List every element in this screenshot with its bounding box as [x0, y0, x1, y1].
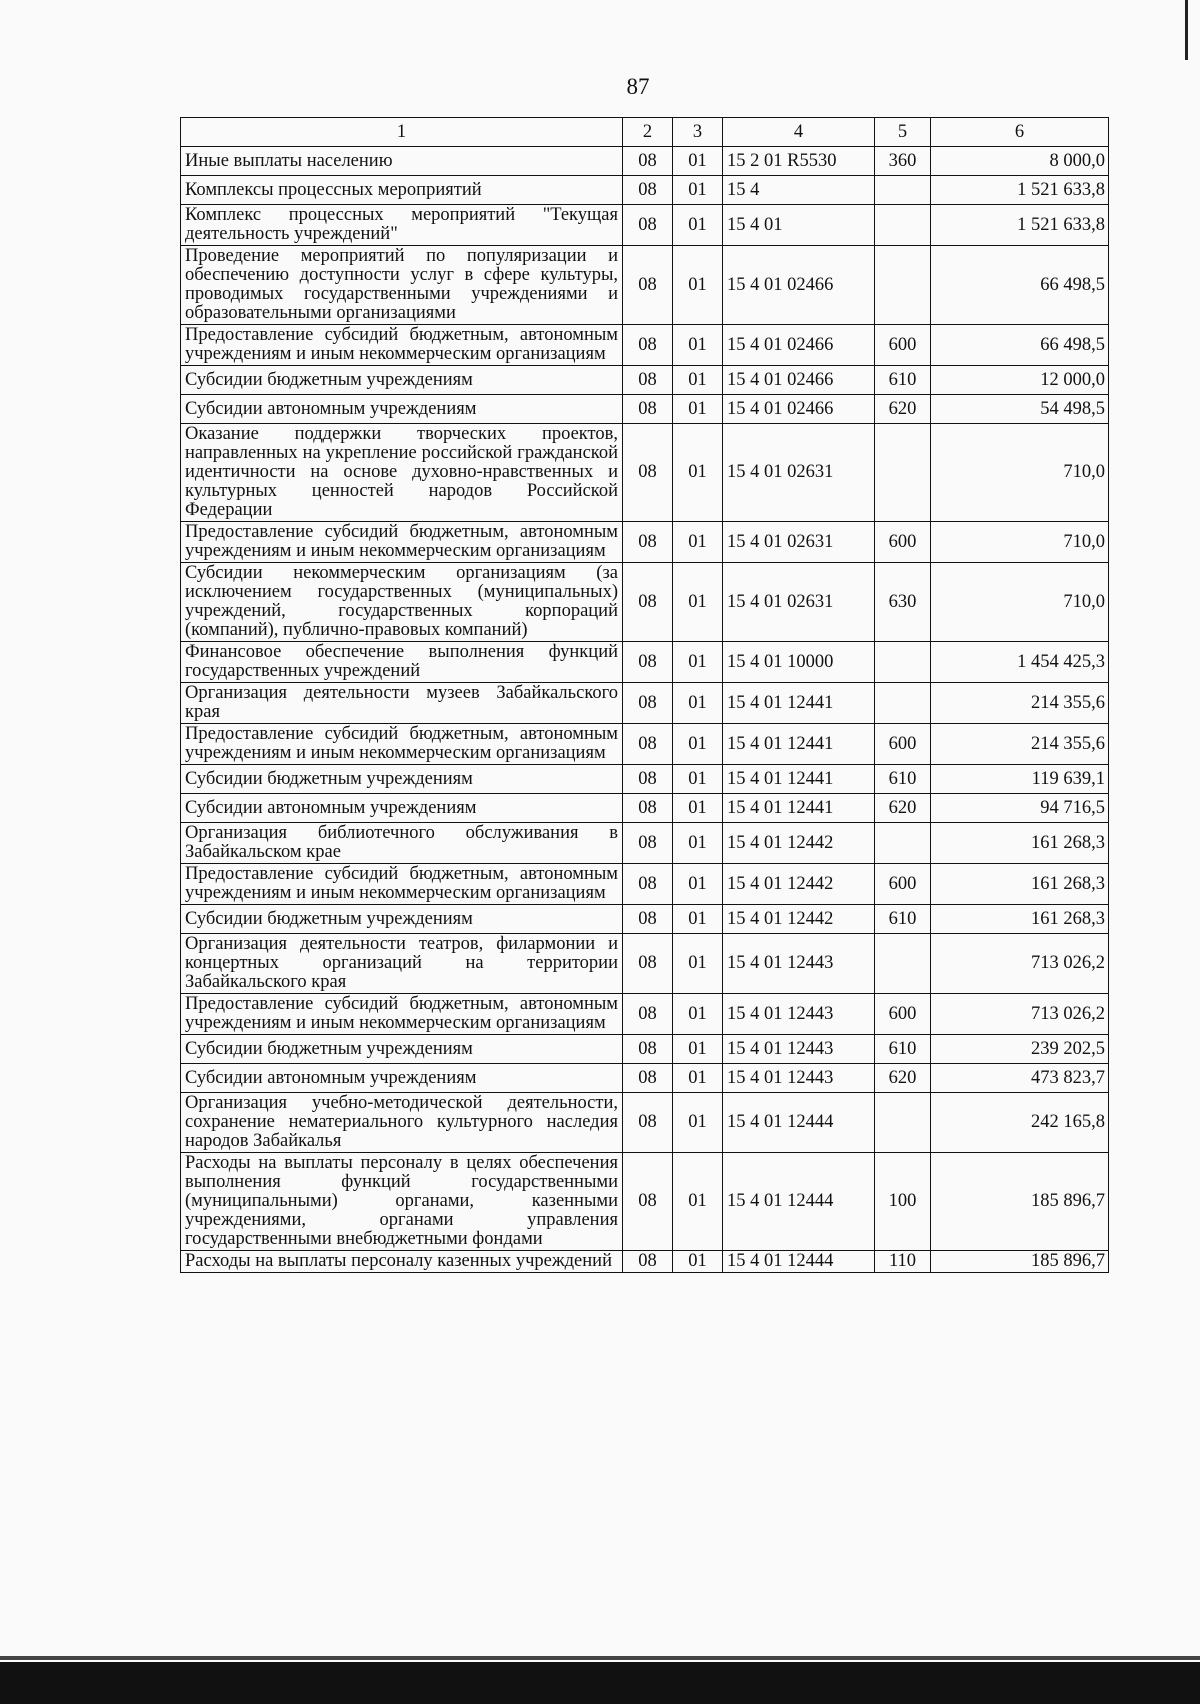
subsection-code-cell: 01	[673, 1064, 723, 1093]
amount-cell: 713 026,2	[931, 934, 1109, 994]
row-name-cell: Предоставление субсидий бюджетным, автономным учреждениям и иным некоммерческим организациям	[181, 325, 623, 366]
scan-edge-line	[1185, 0, 1188, 60]
expense-type-cell	[875, 823, 931, 864]
subsection-code-cell: 01	[673, 642, 723, 683]
target-article-cell: 15 4 01 12443	[723, 994, 875, 1035]
amount-cell: 119 639,1	[931, 765, 1109, 794]
table-row	[181, 522, 1109, 563]
section-code-cell: 08	[623, 994, 673, 1035]
amount-cell: 12 000,0	[931, 366, 1109, 395]
amount-cell: 94 716,5	[931, 794, 1109, 823]
row-name-cell: Организация деятельности музеев Забайкальского края	[181, 683, 623, 724]
amount-cell: 214 355,6	[931, 683, 1109, 724]
expense-type-cell	[875, 246, 931, 325]
section-code-cell: 08	[623, 176, 673, 205]
section-code-cell: 08	[623, 683, 673, 724]
table-row	[181, 325, 1109, 366]
table-row	[181, 424, 1109, 522]
subsection-code-cell: 01	[673, 176, 723, 205]
target-article-cell: 15 4 01	[723, 205, 875, 246]
expense-type-cell: 110	[875, 1251, 931, 1273]
amount-cell: 710,0	[931, 424, 1109, 522]
target-article-cell: 15 4 01 02466	[723, 246, 875, 325]
target-article-cell: 15 4 01 12441	[723, 683, 875, 724]
table-row	[181, 1035, 1109, 1064]
table-row	[181, 683, 1109, 724]
expense-type-cell: 100	[875, 1153, 931, 1251]
target-article-cell: 15 2 01 R5530	[723, 147, 875, 176]
section-code-cell: 08	[623, 1093, 673, 1153]
expense-type-cell	[875, 934, 931, 994]
section-code-cell: 08	[623, 522, 673, 563]
subsection-code-cell: 01	[673, 765, 723, 794]
section-code-cell: 08	[623, 563, 673, 642]
table-header-row	[181, 118, 1109, 147]
row-name-cell: Финансовое обеспечение выполнения функций государственных учреждений	[181, 642, 623, 683]
table-row	[181, 724, 1109, 765]
table-row	[181, 994, 1109, 1035]
subsection-code-cell: 01	[673, 246, 723, 325]
subsection-code-cell: 01	[673, 563, 723, 642]
target-article-cell: 15 4 01 12443	[723, 934, 875, 994]
target-article-cell: 15 4 01 12444	[723, 1093, 875, 1153]
target-article-cell: 15 4 01 12444	[723, 1153, 875, 1251]
expense-type-cell: 610	[875, 765, 931, 794]
column-header: 3	[673, 118, 723, 147]
amount-cell: 8 000,0	[931, 147, 1109, 176]
expense-type-cell	[875, 176, 931, 205]
subsection-code-cell: 01	[673, 147, 723, 176]
subsection-code-cell: 01	[673, 683, 723, 724]
subsection-code-cell: 01	[673, 864, 723, 905]
amount-cell: 161 268,3	[931, 905, 1109, 934]
section-code-cell: 08	[623, 424, 673, 522]
subsection-code-cell: 01	[673, 325, 723, 366]
section-code-cell: 08	[623, 1064, 673, 1093]
expense-type-cell: 610	[875, 905, 931, 934]
amount-cell: 54 498,5	[931, 395, 1109, 424]
row-name-cell: Организация деятельности театров, филармонии и концертных организаций на территории Забайкальского края	[181, 934, 623, 994]
table-row	[181, 395, 1109, 424]
target-article-cell: 15 4 01 12442	[723, 905, 875, 934]
expense-type-cell	[875, 683, 931, 724]
column-header: 2	[623, 118, 673, 147]
row-name-cell: Предоставление субсидий бюджетным, автономным учреждениям и иным некоммерческим организациям	[181, 724, 623, 765]
column-header: 6	[931, 118, 1109, 147]
amount-cell: 1 521 633,8	[931, 205, 1109, 246]
table-row	[181, 1153, 1109, 1251]
target-article-cell: 15 4	[723, 176, 875, 205]
table-row	[181, 1093, 1109, 1153]
column-header: 1	[181, 118, 623, 147]
section-code-cell: 08	[623, 1035, 673, 1064]
section-code-cell: 08	[623, 1251, 673, 1273]
subsection-code-cell: 01	[673, 424, 723, 522]
subsection-code-cell: 01	[673, 794, 723, 823]
section-code-cell: 08	[623, 366, 673, 395]
expense-type-cell: 620	[875, 1064, 931, 1093]
target-article-cell: 15 4 01 12441	[723, 765, 875, 794]
row-name-cell: Организация библиотечного обслуживания в Забайкальском крае	[181, 823, 623, 864]
expense-type-cell	[875, 424, 931, 522]
amount-cell: 1 521 633,8	[931, 176, 1109, 205]
target-article-cell: 15 4 01 02631	[723, 522, 875, 563]
row-name-cell: Субсидии бюджетным учреждениям	[181, 765, 623, 794]
row-name-cell: Субсидии автономным учреждениям	[181, 395, 623, 424]
section-code-cell: 08	[623, 823, 673, 864]
expense-type-cell: 600	[875, 325, 931, 366]
row-name-cell: Предоставление субсидий бюджетным, автономным учреждениям и иным некоммерческим организациям	[181, 522, 623, 563]
subsection-code-cell: 01	[673, 1035, 723, 1064]
expense-type-cell	[875, 205, 931, 246]
target-article-cell: 15 4 01 12443	[723, 1035, 875, 1064]
amount-cell: 161 268,3	[931, 823, 1109, 864]
subsection-code-cell: 01	[673, 1153, 723, 1251]
amount-cell: 66 498,5	[931, 246, 1109, 325]
section-code-cell: 08	[623, 205, 673, 246]
row-name-cell: Субсидии бюджетным учреждениям	[181, 1035, 623, 1064]
expense-type-cell: 600	[875, 864, 931, 905]
table-row	[181, 934, 1109, 994]
expense-type-cell: 620	[875, 794, 931, 823]
expense-type-cell: 600	[875, 994, 931, 1035]
subsection-code-cell: 01	[673, 934, 723, 994]
amount-cell: 239 202,5	[931, 1035, 1109, 1064]
table-row	[181, 864, 1109, 905]
expense-type-cell: 610	[875, 1035, 931, 1064]
section-code-cell: 08	[623, 934, 673, 994]
table-row	[181, 205, 1109, 246]
table-row	[181, 246, 1109, 325]
subsection-code-cell: 01	[673, 724, 723, 765]
table-row	[181, 563, 1109, 642]
subsection-code-cell: 01	[673, 395, 723, 424]
expense-type-cell: 620	[875, 395, 931, 424]
amount-cell: 1 454 425,3	[931, 642, 1109, 683]
row-name-cell: Комплекс процессных мероприятий "Текущая деятельность учреждений"	[181, 205, 623, 246]
section-code-cell: 08	[623, 642, 673, 683]
amount-cell: 710,0	[931, 563, 1109, 642]
section-code-cell: 08	[623, 246, 673, 325]
amount-cell: 473 823,7	[931, 1064, 1109, 1093]
table-row	[181, 905, 1109, 934]
section-code-cell: 08	[623, 905, 673, 934]
section-code-cell: 08	[623, 1153, 673, 1251]
target-article-cell: 15 4 01 02631	[723, 424, 875, 522]
subsection-code-cell: 01	[673, 522, 723, 563]
column-header: 4	[723, 118, 875, 147]
section-code-cell: 08	[623, 325, 673, 366]
table-row	[181, 366, 1109, 395]
row-name-cell: Иные выплаты населению	[181, 147, 623, 176]
section-code-cell: 08	[623, 724, 673, 765]
table-row	[181, 794, 1109, 823]
row-name-cell: Субсидии некоммерческим организациям (за исключением государственных (муниципальных) учреждений, государственных корпораций (компаний), публично-правовых компаний)	[181, 563, 623, 642]
row-name-cell: Расходы на выплаты персоналу в целях обеспечения выполнения функций государственными (муниципальными) органами, казенными учреждениями, органами управления государственными внебюджетными фондами	[181, 1153, 623, 1251]
amount-cell: 713 026,2	[931, 994, 1109, 1035]
subsection-code-cell: 01	[673, 905, 723, 934]
row-name-cell: Предоставление субсидий бюджетным, автономным учреждениям и иным некоммерческим организациям	[181, 994, 623, 1035]
subsection-code-cell: 01	[673, 205, 723, 246]
budget-table	[180, 117, 1109, 1273]
amount-cell: 242 165,8	[931, 1093, 1109, 1153]
row-name-cell: Субсидии автономным учреждениям	[181, 794, 623, 823]
expense-type-cell: 610	[875, 366, 931, 395]
section-code-cell: 08	[623, 794, 673, 823]
amount-cell: 66 498,5	[931, 325, 1109, 366]
subsection-code-cell: 01	[673, 366, 723, 395]
row-name-cell: Организация учебно-методической деятельности, сохранение нематериального культурного наследия народов Забайкалья	[181, 1093, 623, 1153]
target-article-cell: 15 4 01 12444	[723, 1251, 875, 1273]
section-code-cell: 08	[623, 864, 673, 905]
row-name-cell: Субсидии бюджетным учреждениям	[181, 905, 623, 934]
expense-type-cell: 600	[875, 724, 931, 765]
target-article-cell: 15 4 01 12441	[723, 724, 875, 765]
table-row	[181, 147, 1109, 176]
expense-type-cell: 630	[875, 563, 931, 642]
target-article-cell: 15 4 01 02466	[723, 395, 875, 424]
target-article-cell: 15 4 01 10000	[723, 642, 875, 683]
subsection-code-cell: 01	[673, 994, 723, 1035]
subsection-code-cell: 01	[673, 1093, 723, 1153]
expense-type-cell: 360	[875, 147, 931, 176]
target-article-cell: 15 4 01 12443	[723, 1064, 875, 1093]
column-header: 5	[875, 118, 931, 147]
table-row	[181, 1064, 1109, 1093]
row-name-cell: Субсидии автономным учреждениям	[181, 1064, 623, 1093]
subsection-code-cell: 01	[673, 823, 723, 864]
scan-bottom-bar	[0, 1662, 1200, 1704]
section-code-cell: 08	[623, 395, 673, 424]
subsection-code-cell: 01	[673, 1251, 723, 1273]
table-row	[181, 765, 1109, 794]
page-number: 87	[626, 74, 650, 99]
row-name-cell: Комплексы процессных мероприятий	[181, 176, 623, 205]
table-row	[181, 642, 1109, 683]
table-row	[181, 1251, 1109, 1273]
amount-cell: 214 355,6	[931, 724, 1109, 765]
target-article-cell: 15 4 01 02466	[723, 325, 875, 366]
section-code-cell: 08	[623, 147, 673, 176]
table-row	[181, 823, 1109, 864]
row-name-cell: Предоставление субсидий бюджетным, автономным учреждениям и иным некоммерческим организациям	[181, 864, 623, 905]
target-article-cell: 15 4 01 12442	[723, 864, 875, 905]
row-name-cell: Оказание поддержки творческих проектов, направленных на укрепление российской гражданской идентичности на основе духовно-нравственных и культурных ценностей народов Российской Федерации	[181, 424, 623, 522]
amount-cell: 185 896,7	[931, 1251, 1109, 1273]
row-name-cell: Расходы на выплаты персоналу казенных учреждений	[181, 1251, 623, 1273]
expense-type-cell	[875, 642, 931, 683]
target-article-cell: 15 4 01 02466	[723, 366, 875, 395]
row-name-cell: Субсидии бюджетным учреждениям	[181, 366, 623, 395]
section-code-cell: 08	[623, 765, 673, 794]
row-name-cell: Проведение мероприятий по популяризации и обеспечению доступности услуг в сфере культуры, проводимых государственными учреждениями и образовательными организациями	[181, 246, 623, 325]
amount-cell: 161 268,3	[931, 864, 1109, 905]
table-body	[181, 147, 1109, 1273]
amount-cell: 185 896,7	[931, 1153, 1109, 1251]
amount-cell: 710,0	[931, 522, 1109, 563]
expense-type-cell: 600	[875, 522, 931, 563]
target-article-cell: 15 4 01 02631	[723, 563, 875, 642]
expense-type-cell	[875, 1093, 931, 1153]
target-article-cell: 15 4 01 12441	[723, 794, 875, 823]
target-article-cell: 15 4 01 12442	[723, 823, 875, 864]
table-row	[181, 176, 1109, 205]
